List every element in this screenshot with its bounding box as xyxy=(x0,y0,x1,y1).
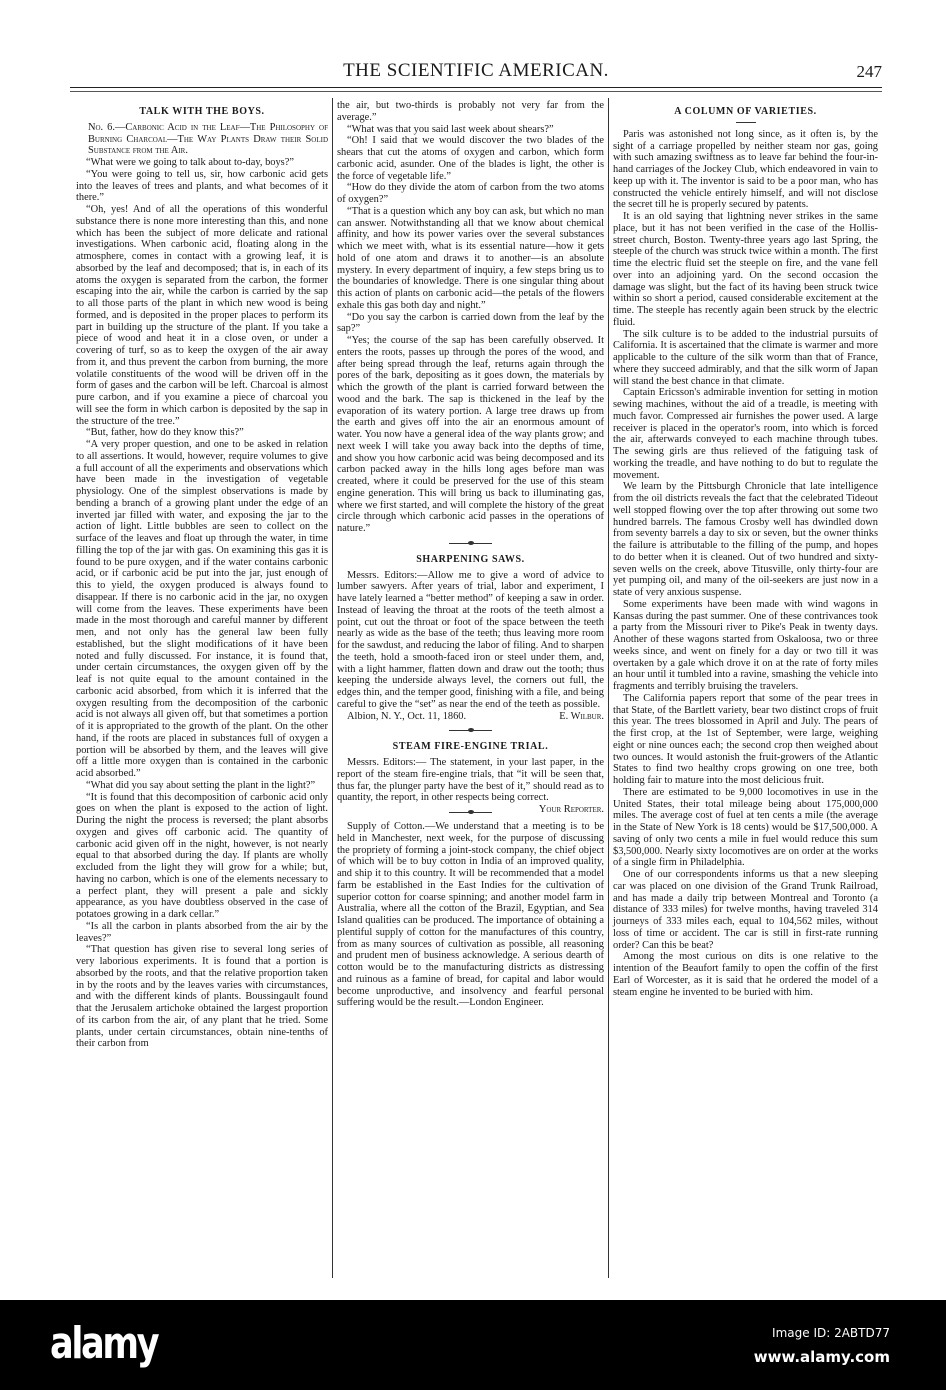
column-divider xyxy=(608,98,609,1278)
paragraph-text: Messrs. Editors:— The statement, in your last paper, in the report of the steam fire-engine trials, that “it will be seen that, thus far, the plunger party have the best of it,” should read as to quantity, the report, in other respects being correct. xyxy=(337,757,604,804)
paragraph-text: “But, father, how do they know this?” xyxy=(86,427,244,439)
paragraph-text: “Oh! I said that we would discover the two blades of the shears that cut the atoms of oxygen and carbon, which form carbonic acid, asunder. One of the blades is light, the other is the force of vegetable life.” xyxy=(337,135,604,182)
paragraph-text: There are estimated to be 9,000 locomotives in use in the United States, their total mileage being about 175,000,000 miles. The average cost of fuel at ten cents a mile (the average in the State of New York is 18 cents) would be $17,500,000. A saving of only two cents a mile in fuel would reduce this sum $3,500,000. Nearly sixty locomotives are on order at the works of a single firm in Philadelphia. xyxy=(613,786,878,869)
column-3 xyxy=(613,100,878,998)
paragraph-text: One of our correspondents informs us that a new sleeping car was placed on one division of the Grand Trunk Railroad, and has made a daily trip between Montreal and Toronto (a distance of 333 miles) for twelve months, having traveled 314 journeys of 333 miles each, equal to 104,562 miles, without loss of time or accident. The car is still in first-rate running order? Can this be beat? xyxy=(613,869,878,951)
page-number: 247 xyxy=(856,62,882,81)
signature: Your Reporter. xyxy=(538,804,604,815)
paragraph xyxy=(76,944,328,1050)
paragraph xyxy=(76,169,328,204)
paragraph-text: the air, but two-thirds is probably not very far from the average.” xyxy=(337,100,604,123)
paragraph xyxy=(337,312,604,336)
site-url: www.alamy.com xyxy=(753,1348,890,1366)
paragraph-text: “How do they divide the atom of carbon from the two atoms of oxygen?” xyxy=(337,182,604,205)
publication-title: THE SCIENTIFIC AMERICAN. xyxy=(343,60,609,81)
paragraph-text: “What were we going to talk about to-day, boys?” xyxy=(86,157,294,168)
paragraph xyxy=(613,787,878,869)
paragraph xyxy=(337,135,604,182)
paragraph xyxy=(613,869,878,951)
paragraph-text: Albion, N. Y., Oct. 11, 1860. xyxy=(347,710,467,722)
paragraph-text: Messrs. Editors:—Allow me to give a word of advice to lumber sawyers. After years of trial, labor and experiment, I have lately learned a “better method” of keeping a saw in order. Instead of leaving the throat at the roots of the teeth almost a point, cut out the throat or foot of the space between the teeth nearly as wide as the base of the teeth; thus leaving more room for the sawdust, and reducing the labor of filing. And to sharpen the teeth, hold a smooth-faced iron or steel under them, and, with a light hammer, flatten down and draw out the tooth; thus keeping the underside always level, the corners out full, the edges thin, and the temper good, finishing with a file, and being careful to give the “set” as near the end of the teeth as possible. xyxy=(337,569,604,710)
paragraph-text: It is an old saying that lightning never strikes in the same place, but it has not been verified in the case of the Hollis-street church, Boston. Twenty-three years ago last Spring, the steeple of the church was struck twice within a month. The first time the electric fluid set the steeple on fire, and the vane fell over into an adjoining yard. On the second occasion the damage was slight, but the fact of its having been struck twice within so short a period, caused considerable excitement at the time. The steeple has recently again been struck by the electric fluid. xyxy=(613,211,878,328)
section-separator xyxy=(337,726,604,735)
paragraph-text: “A very proper question, and one to be asked in relation to all assertions. It would, however, require volumes to give a full account of all the experiments and observations which have been made in the investigation of vegetable physiology. One of the simplest observations is made by bending a branch of a growing plant under the edge of an inverted jar filled with water, and exposing the jar to the action of light. Little bubbles are seen to collect on the surface of the leaves and float up through the water, in time filling the top of the jar with gas. On examining this gas it is found to be pure oxygen, and if the water contains carbonic acid, or if carbonic acid be put into the jar, just enough of this to yield, the oxygen produced is always found to disappear. If there is no carbonic acid in the jar, no oxygen will come from the leaves. These experiments have been made in the most thorough and careful manner by different men, and not only has the general law been fully established, but the slight modifications of it have been noted and fully discussed. For instance, it is found that, under certain circumstances, the oxygen given off by the leaf is not quite equal to the amount contained in the carbonic acid absorbed, from which it is inferred that the oxygen resulting from the decomposition of the carbonic acid is not always all given off, but that sometimes a portion of it is appropriated to the growth of the plant. On the other hand, if the roots are placed in substances full of oxygen a portion will be absorbed by them, and the leaves will give off a little more oxygen than is contained in the carbonic acid absorbed.” xyxy=(76,439,328,779)
paragraph xyxy=(76,780,328,792)
paragraph-text: The California papers report that some of the pear trees in that State, of the Bartlett variety, bear two distinct crops of fruit this year. The trees blossomed in April and July. The pears of the first crop, at the 1st of September, were large, weighing eight or nine ounces each; the second crop then weighed about two ounces. It would astonish the fruit-growers of the Atlantic States to find two healthy crops growing on one tree, both holding fair to mature into the most delicious fruit. xyxy=(613,692,878,786)
paragraph xyxy=(613,481,878,599)
paragraph xyxy=(337,182,604,206)
paragraph-text: Paris was astonished not long since, as it often is, by the sight of a carriage propelled by neither steam nor gas, going with such amazing swiftness as to leave far behind the four-in-hand carriages of the Jockey Club, which endeavored in vain to keep up with it. The inventor is said to be a poor man, who has constructed the vehicle entirely himself, and will not disclose the secret till he is properly secured by patents. xyxy=(613,128,878,211)
paragraph xyxy=(613,129,878,211)
paragraph xyxy=(613,693,878,787)
article-heading: STEAM FIRE-ENGINE TRIAL. xyxy=(392,741,549,753)
masthead xyxy=(70,60,882,84)
paragraph xyxy=(337,206,604,312)
paragraph-text: Among the most curious on dits is one relative to the intention of the Beaufort family to open the coffin of the first Earl of Worcester, as it is said that he ordered the model of a steam engine he invented to be buried with him. xyxy=(613,951,878,998)
paragraph xyxy=(337,757,604,815)
heading-rule xyxy=(736,122,756,123)
article-heading: TALK WITH THE BOYS. xyxy=(139,106,265,117)
paragraph xyxy=(76,792,328,921)
section-separator xyxy=(337,808,604,817)
paragraph xyxy=(337,124,604,136)
watermark-banner xyxy=(0,1300,946,1390)
paragraph xyxy=(613,599,878,693)
paragraph xyxy=(337,335,604,535)
paragraph-text: Some experiments have been made with wind wagons in Kansas during the past summer. One of these contrivances took a party from the Missouri river to Pike's Peak in twenty days. Another of these wagons started from Oskaloosa, two or three weeks since, and went on finely for a day or two till it was overtaken by a gale which drove it on at the rate of forty miles an hour until it tumbled into a ravine, smashing the vehicle into fragments and terribly bruising the travelers. xyxy=(613,598,878,692)
paragraph xyxy=(613,951,878,998)
paragraph-text: “Yes; the course of the sap has been carefully observed. It enters the roots, passes up through the pores of the wood, and after being spread through the leaf, returns again through the pores of the bark, depositing as it goes down, the materials by which the growth of the plant is carried forward between the wood and the bark. The sap is thickened in the leaf by the evaporation of its watery portion. A large tree draws up from the earth and gives off into the air an enormous amount of water. You now have a general idea of the way plants grow; and next week I will take you away back into the depths of time, and show you how carbonic acid was being decomposed and its carbon packed away in the hills long ages before man was created, where it could be preserved for the use of this steam engine generation. This will bring us back to illuminating gas, where we first started, and will complete the history of the great circle through which carbonic acid passes in the operations of nature.” xyxy=(337,335,604,534)
paragraph xyxy=(613,329,878,388)
paragraph-text: “It is found that this decomposition of carbonic acid only goes on when the plant is exposed to the action of light. During the night the process is reversed; the plant absorbs oxygen and gives off carbonic acid. The quantity of carbonic acid given off in the night, however, is not nearly equal to that absorbed during the day. If plants are wholly excluded from the light they will grow for a while; but, having no carbon, which is one of the elements necessary to a perfect plant, they will present a pale and sickly appearance, as you have doubtless observed in the case of potatoes growing in a dark cellar.” xyxy=(76,791,328,920)
paragraph-text: Captain Ericsson's admirable invention for setting in motion sewing machines, without the aid of a treadle, is meeting with much favor. Compressed air furnishes the power used. A large receiver is placed in the operator's room, into which is forced the air, afterwards conveyed to each machine through tubes. The sewing girls are thus relieved of the fatiguing task of working the treadle, and have nothing to do but to regulate the movement. xyxy=(613,387,878,481)
paragraph-text: “You were going to tell us, sir, how carbonic acid gets into the leaves of trees and plants, and what becomes of it there.” xyxy=(76,168,328,204)
paragraph xyxy=(76,427,328,439)
paragraph-text: The silk culture is to be added to the industrial pursuits of California. It is ascertained that the climate is warmer and more applicable to the culture of the silk worm than that of France, where they succeed admirably, and that the silk worm of Japan will stand the best chance in that climate. xyxy=(613,328,878,387)
paragraph-text: “Oh, yes! And of all the operations of this wonderful substance there is none more interesting than this, and none which has been the subject of more delicate and rational investigations. When carbonic acid, floating along in the atmosphere, comes in contact with a growing leaf, it is absorbed by the leaf and decomposed; that is, in each of its atoms the oxygen is separated from the carbon, the former escaping into the air, while the carbon is carried by the sap to all those parts of the plant in which new wood is being formed, and is deposited in the proper places to perform its part in building up the structure of the plant. If you take a piece of wood and heat it in a close oven, or under a covering of turf, so as to keep the oxygen of the air away from it, and thus prevent the carbon from burning, the more volatile constituents of the wood will be driven off in the form of gases and the carbon will be left. Charcoal is almost pure carbon, and if you examine a piece of charcoal you will see the form in which carbon is deposited by the sap in the structure of the tree.” xyxy=(76,204,328,427)
article-heading: SHARPENING SAWS. xyxy=(416,553,525,565)
paragraph-text: “Is all the carbon in plants absorbed from the air by the leaves?” xyxy=(76,920,328,944)
paragraph-text: Supply of Cotton.—We understand that a meeting is to be held in Manchester, next week, for the purpose of discussing the propriety of forming a joint-stock company, the chief object of which will be to buy cotton in India of an improved quality, and ship it to this country. It will be recommended that a model farm be established in the East Indies for the cultivation of superior cotton for coarse spinning; and another model farm in Australia, where all the cotton of the Brazil, Egyptian, and Sea Island qualities can be produced. The importance of obtaining a plentiful supply of cotton for the manufactures of this country, from as many sources of cultivation as possible, all reasoning and prudent men of business acknowledge. A serious dearth of cotton would be to the manufacturing districts as distressing and ruinous as a famine of bread, for capital and labor would become unproductive, and insolvency and fearful personal suffering would be the result.—London Engineer. xyxy=(337,821,604,1009)
paragraph xyxy=(76,921,328,945)
paragraph-text: “What did you say about setting the plant in the light?” xyxy=(86,779,316,791)
paragraph xyxy=(76,439,328,780)
paragraph xyxy=(613,211,878,329)
paragraph xyxy=(76,157,328,169)
paragraph-text: “That is a question which any boy can ask, but which no man can answer. Notwithstanding all that we know about chemical affinity, and how its power varies over the several substances which we meet with, what is its essential nature—how it gets hold of one atom and draws it to another—is an absolute mystery. In every department of inquiry, a few steps bring us to the boundaries of knowledge. There is one singular thing about this action of plants on carbonic acid—the petals of the flowers exhale this gas both day and night.” xyxy=(337,205,604,311)
paragraph-text: No. 6.—Carbonic Acid in the Leaf—The Philosophy of Burning Charcoal—The Way Plants Draw their Solid Substance from the Air. xyxy=(88,121,328,157)
signature: E. Wilbur. xyxy=(559,710,604,722)
article-heading: A COLUMN OF VARIETIES. xyxy=(674,106,817,117)
column-1 xyxy=(76,100,328,1050)
alamy-logo: alamy xyxy=(50,1318,158,1369)
paragraph xyxy=(613,387,878,481)
article-subtitle xyxy=(76,122,328,157)
paragraph-text: We learn by the Pittsburgh Chronicle that late intelligence from the oil districts reveals the fact that the celebrated Tideout well stopped flowing over the top after throwing out some two hundred barrels. The famous Crosby well has dwindled down from seventy barrels a day to six or seven, but the owner thinks the failure is attributable to the filling of the pump, and hopes to do better when it is cleaned. Out of two hundred and sixty-seven wells on the creek, above Titusville, only thirty-four are yet pumping oil, and many of the oil-seekers are just now in a state of very anxious suspense. xyxy=(613,481,878,598)
column-2 xyxy=(337,100,604,1009)
column-divider xyxy=(332,98,333,1278)
paragraph xyxy=(337,821,604,1009)
paragraph xyxy=(337,100,604,124)
paragraph-text: “That question has given rise to several long series of very laborious experiments. It is found that a portion is absorbed by the roots, and that the relative proportion taken in by the roots and by the leaves varies with circumstances, and with the different kinds of plants. Boussingault found that the Jerusalem artichoke obtained the largest proportion of its carbon from the air, of any plant that he tried. Some plants, under certain circumstances, obtain nine-tenths of their carbon from xyxy=(76,944,328,1050)
image-id: Image ID: 2ABTD77 xyxy=(772,1326,890,1340)
paragraph xyxy=(76,204,328,427)
paragraph-text: “What was that you said last week about shears?” xyxy=(347,123,554,135)
paragraph-text: “Do you say the carbon is carried down from the leaf by the sap?” xyxy=(337,311,604,335)
header-rule xyxy=(70,87,882,92)
section-separator xyxy=(337,539,604,548)
